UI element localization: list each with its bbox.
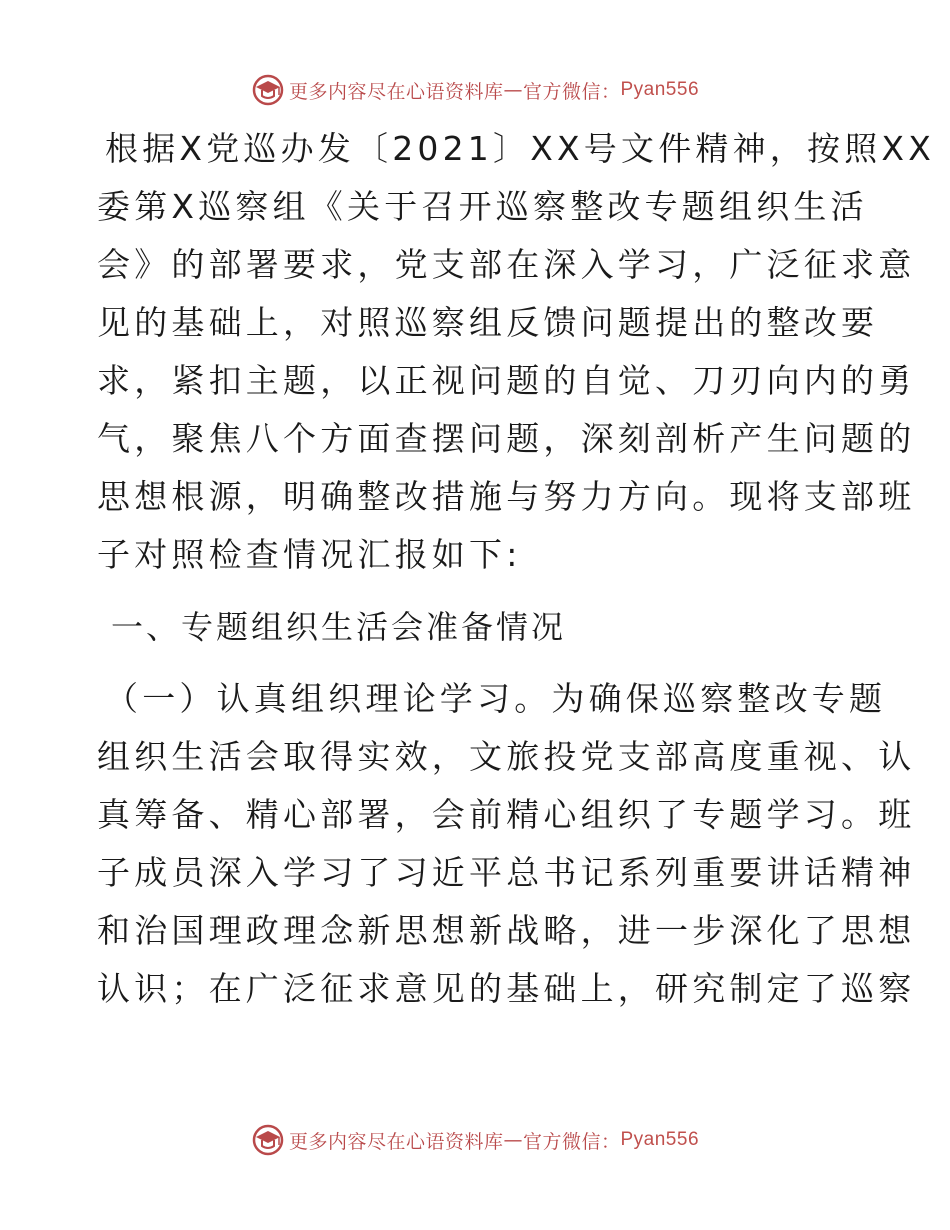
text-line: 认识；在广泛征求意见的基础上，研究制定了巡察 bbox=[97, 969, 916, 1008]
watermark-wechat-label: 官方微信： bbox=[522, 80, 621, 103]
text-line: 子成员深入学习了习近平总书记系列重要讲话精神 bbox=[97, 853, 916, 892]
watermark-wechat-label: 官方微信： bbox=[522, 1130, 621, 1153]
footer-watermark bbox=[0, 1120, 950, 1160]
text-line: 根据X党巡办发〔2021〕XX号文件精神，按照XX bbox=[105, 129, 936, 168]
text-line: 求，紧扣主题，以正视问题的自觉、刀刃向内的勇 bbox=[97, 361, 916, 400]
watermark-separator: — bbox=[503, 1129, 523, 1151]
text-line: 思想根源，明确整改措施与努力方向。现将支部班 bbox=[97, 477, 916, 516]
text-line: （一）认真组织理论学习。为确保巡察整改专题 bbox=[105, 679, 887, 718]
text-line: 委第X巡察组《关于召开巡察整改专题组织生活 bbox=[97, 187, 868, 226]
paragraph-intro bbox=[97, 120, 936, 584]
document-body bbox=[97, 120, 936, 1018]
watermark-site-text: 更多内容尽在心语资料库 bbox=[288, 1130, 504, 1153]
text-line: 和治国理政理念新思想新战略，进一步深化了思想 bbox=[97, 911, 916, 950]
text-line: 会》的部署要求，党支部在深入学习，广泛征求意 bbox=[97, 245, 916, 284]
text-line: 见的基础上，对照巡察组反馈问题提出的整改要 bbox=[97, 303, 879, 342]
text-line: 真筹备、精心部署，会前精心组织了专题学习。班 bbox=[97, 795, 916, 834]
section-heading: 一、专题组织生活会准备情况 bbox=[111, 608, 567, 646]
text-line: 组织生活会取得实效，文旅投党支部高度重视、认 bbox=[97, 737, 916, 776]
text-line: 气，聚焦八个方面查摆问题，深刻剖析产生问题的 bbox=[97, 419, 916, 458]
watermark-wechat-id: Pyan556 bbox=[620, 1129, 700, 1150]
mortarboard-logo-icon bbox=[251, 73, 285, 107]
watermark-separator: — bbox=[503, 79, 523, 101]
header-watermark bbox=[0, 70, 950, 110]
watermark-site-text: 更多内容尽在心语资料库 bbox=[288, 80, 504, 103]
paragraph-study bbox=[97, 670, 916, 1018]
mortarboard-logo-icon bbox=[251, 1123, 285, 1157]
text-line: 子对照检查情况汇报如下: bbox=[97, 535, 522, 574]
watermark-wechat-id: Pyan556 bbox=[620, 79, 700, 100]
